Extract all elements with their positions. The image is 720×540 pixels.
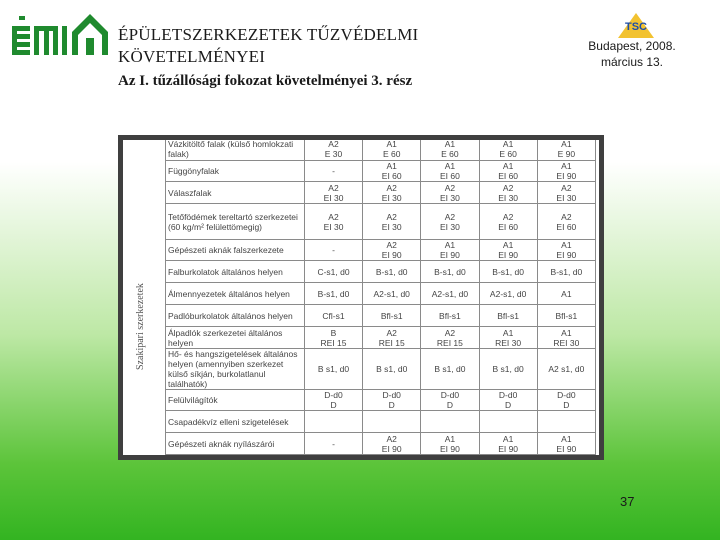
table-row [166, 433, 596, 455]
table-row [166, 283, 596, 305]
row-label: Álpadlók szerkezetei általános helyen [166, 327, 305, 349]
table-cell: D-d0 D [304, 390, 362, 411]
requirements-table [165, 140, 596, 455]
table-cell: A2 EI 30 [537, 182, 595, 204]
row-label: Felülvilágítók [166, 390, 305, 411]
table-cell: Cfl-s1 [304, 305, 362, 327]
page-number: 37 [620, 494, 635, 509]
table-cell: A2 EI 30 [421, 204, 479, 240]
table-cell: A1 EI 90 [537, 240, 595, 261]
table-cell [304, 411, 362, 433]
table-cell: A2-s1, d0 [479, 283, 537, 305]
page-title: ÉPÜLETSZERKEZETEK TŰZVÉDELMI KÖVETELMÉNYEI [118, 25, 419, 66]
table-cell: - [304, 433, 362, 455]
table-row [166, 240, 596, 261]
table-cell: A2 EI 30 [421, 182, 479, 204]
table-cell: A1 E 60 [479, 140, 537, 161]
table-cell: A2 REI 15 [363, 327, 421, 349]
row-label: Vázkitöltő falak (külső homlokzati falak) [166, 140, 305, 161]
table-cell: A1 E 90 [537, 140, 595, 161]
table-cell: B-s1, d0 [363, 261, 421, 283]
table-row [166, 411, 596, 433]
table-cell [363, 411, 421, 433]
table-row [166, 204, 596, 240]
row-label: Falburkolatok általános helyen [166, 261, 305, 283]
table-row [166, 161, 596, 182]
table-cell: D-d0 D [421, 390, 479, 411]
row-label: Válaszfalak [166, 182, 305, 204]
table-cell: B-s1, d0 [537, 261, 595, 283]
table-cell: A2 REI 15 [421, 327, 479, 349]
table-cell: Bfl-s1 [363, 305, 421, 327]
table-cell: A2-s1, d0 [421, 283, 479, 305]
table-cell: A2 EI 60 [537, 204, 595, 240]
table-cell: A2 EI 30 [304, 182, 362, 204]
table-cell: A1 EI 90 [479, 240, 537, 261]
table-cell: A1 EI 90 [421, 433, 479, 455]
table-row [166, 327, 596, 349]
table-row [166, 305, 596, 327]
table-cell: B REI 15 [304, 327, 362, 349]
table-row [166, 261, 596, 283]
table-cell: C-s1, d0 [304, 261, 362, 283]
table-cell: B-s1, d0 [304, 283, 362, 305]
table-row [166, 390, 596, 411]
table-cell: - [304, 240, 362, 261]
table-cell: A1 E 60 [421, 140, 479, 161]
table-cell: A1 EI 90 [479, 433, 537, 455]
table-row [166, 349, 596, 390]
table-row [166, 182, 596, 204]
table-cell [421, 411, 479, 433]
page-subtitle: Az I. tűzállósági fokozat követelményei 3. rész [118, 73, 413, 89]
table-image [123, 140, 599, 455]
row-label: Tetőfödémek tereltartó szerkezetei (60 kg/m² felülettömegig) [166, 204, 305, 240]
row-label: Gépészeti aknák nyílászárói [166, 433, 305, 455]
table-cell: B-s1, d0 [479, 261, 537, 283]
table-cell: B-s1, d0 [421, 261, 479, 283]
table-cell [479, 411, 537, 433]
date-block [570, 38, 694, 70]
svg-text:TSC: TSC [625, 21, 647, 33]
row-label: Gépészeti aknák falszerkezete [166, 240, 305, 261]
table-cell: A2-s1, d0 [363, 283, 421, 305]
table-cell: B s1, d0 [304, 349, 362, 390]
date-line-1: Budapest, 2008. [588, 39, 676, 53]
date-line-2: március 13. [600, 55, 664, 69]
table-cell: A1 REI 30 [537, 327, 595, 349]
table-cell: A2 s1, d0 [537, 349, 595, 390]
table-cell: B s1, d0 [363, 349, 421, 390]
table-cell: A2 EI 60 [479, 204, 537, 240]
table-cell: A1 E 60 [363, 140, 421, 161]
table-cell: A1 EI 60 [479, 161, 537, 182]
row-label: Padlóburkolatok általános helyen [166, 305, 305, 327]
table-cell: A2 EI 30 [304, 204, 362, 240]
table-cell: D-d0 D [363, 390, 421, 411]
table-cell: B s1, d0 [479, 349, 537, 390]
tsc-logo [612, 12, 660, 40]
row-label: Álmennyezetek általános helyen [166, 283, 305, 305]
table-cell: A1 EI 60 [363, 161, 421, 182]
table-cell: D-d0 D [537, 390, 595, 411]
table-image-frame [118, 135, 604, 460]
table-row [166, 140, 596, 161]
table-cell: A1 EI 90 [421, 240, 479, 261]
row-label: Hő- és hangszigetelések általános helyen (amennyiben szerkezet külső síkján, burkolatlanul találhatók) [166, 349, 305, 390]
table-cell: A2 E 30 [304, 140, 362, 161]
table-cell: Bfl-s1 [537, 305, 595, 327]
table-cell: Bfl-s1 [421, 305, 479, 327]
table-cell: A1 EI 90 [537, 161, 595, 182]
table-cell: A2 EI 30 [363, 204, 421, 240]
row-label: Függönyfalak [166, 161, 305, 182]
table-cell [537, 411, 595, 433]
table-cell: Bfl-s1 [479, 305, 537, 327]
table-cell: B s1, d0 [421, 349, 479, 390]
table-cell: - [304, 161, 362, 182]
side-category-label: Szakipari szerkezetek [135, 283, 146, 370]
table-cell: A1 EI 90 [537, 433, 595, 455]
emi-logo [10, 10, 108, 62]
row-label: Csapadékvíz elleni szigetelések [166, 411, 305, 433]
table-cell: A2 EI 90 [363, 433, 421, 455]
table-cell: A1 [537, 283, 595, 305]
table-cell: A2 EI 30 [363, 182, 421, 204]
table-cell: A1 REI 30 [479, 327, 537, 349]
table-cell: A1 EI 60 [421, 161, 479, 182]
table-cell: A2 EI 90 [363, 240, 421, 261]
table-cell: A2 EI 30 [479, 182, 537, 204]
table-cell: D-d0 D [479, 390, 537, 411]
